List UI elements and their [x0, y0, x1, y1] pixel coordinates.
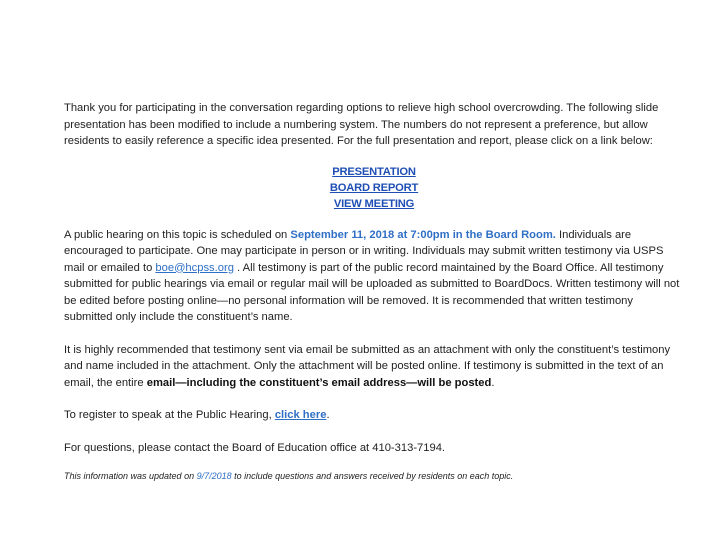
- hearing-text-middle: Individuals are encouraged to participate. One may participate in person or in writing. Individuals may submit written testimony via USPS mail or emailed to: [64, 228, 664, 274]
- questions-paragraph: For questions, please contact the Board of Education office at 410-313-7194.: [64, 441, 446, 454]
- email-link[interactable]: boe@hcpss.org: [155, 261, 234, 274]
- hearing-text-after: . All testimony is part of the public record maintained by the Board Office. All testimony submitted for public hearings via email or regular mail will be uploaded as submitted to BoardDocs. Written testimony will not be edited before posting online—no personal information will be removed. It is recommended that written testimony submitted only include the constituent’s name.: [64, 261, 680, 323]
- register-text: To register to speak at the Public Hearing,: [64, 409, 275, 421]
- intro-paragraph: Thank you for participating in the conversation regarding options to relieve high school overcrowding. The following slide presentation has been modified to include a numbering system. The numbers do not represent a preference, but allow residents to easily reference a specific idea presented. For the full presentation and report, please click on a link below:: [64, 102, 659, 147]
- attachment-paragraph: [64, 342, 684, 392]
- register-link[interactable]: click here: [274, 409, 327, 421]
- attachment-text: It is highly recommended that testimony sent via email be submitted as an attachment with only the constituent’s testimony and name included in the attachment. Only the attachment will be posted online. If testimony is submitted in the text of an email, the entire: [64, 343, 671, 389]
- update-note-before: This information was updated on: [64, 471, 197, 481]
- attachment-end: .: [491, 376, 495, 389]
- document-body: [64, 100, 684, 482]
- hearing-paragraph: [64, 227, 684, 326]
- update-note-after: to include questions and answers received by residents on each topic.: [231, 471, 514, 481]
- update-note: [64, 470, 684, 482]
- presentation-link[interactable]: PRESENTATION: [332, 165, 416, 178]
- link-list: [64, 164, 684, 212]
- register-paragraph: [64, 407, 684, 424]
- hearing-date: September 11, 2018 at 7:00pm in the Board Room.: [290, 228, 556, 241]
- hearing-text-before: A public hearing on this topic is scheduled on: [64, 228, 291, 241]
- update-note-date: 9/7/2018: [196, 471, 232, 481]
- board-report-link[interactable]: BOARD REPORT: [329, 181, 419, 194]
- register-end: .: [326, 409, 330, 421]
- attachment-emphasis: email—including the constituent’s email address—will be posted: [146, 376, 492, 389]
- view-meeting-link[interactable]: VIEW MEETING: [333, 197, 415, 210]
